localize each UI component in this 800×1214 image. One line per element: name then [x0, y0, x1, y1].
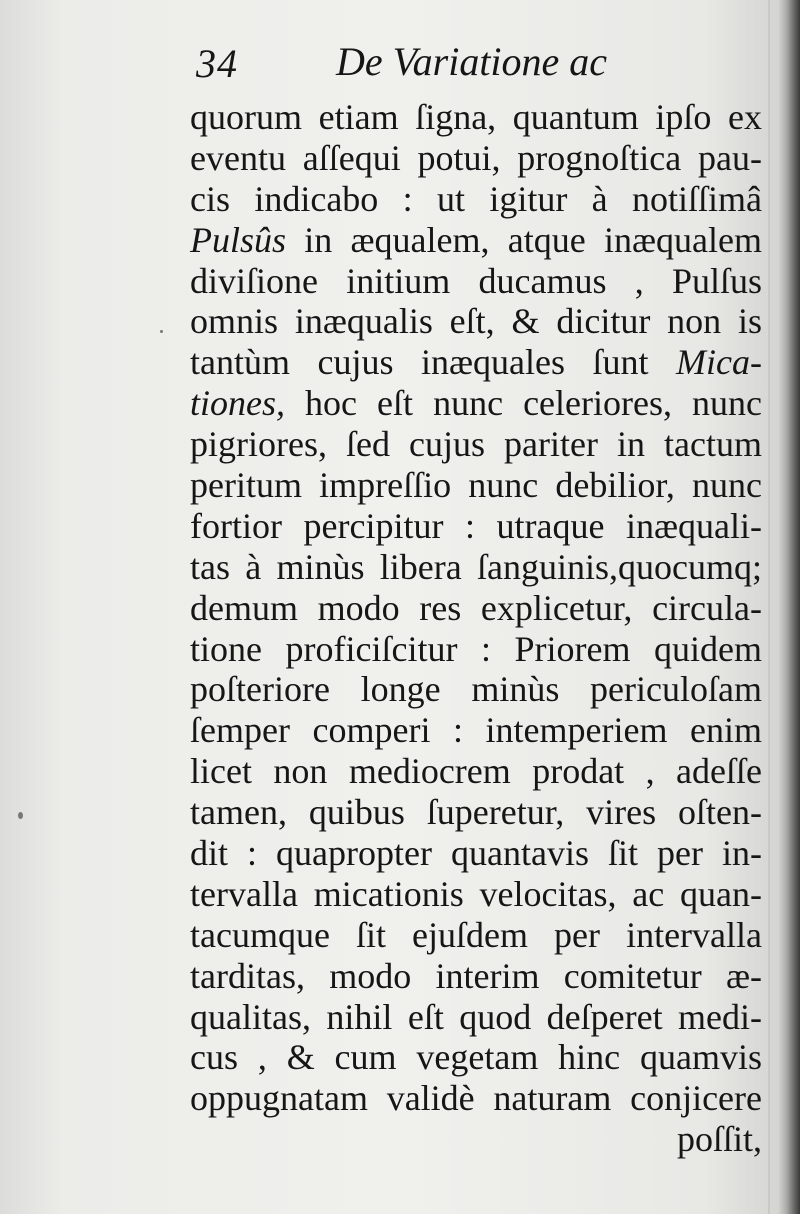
- text-line: [190, 138, 762, 179]
- text-line: [190, 710, 762, 751]
- catchword: poſſit,: [676, 1119, 762, 1160]
- text-span: tacumque ſit ejuſdem per intervalla: [190, 914, 762, 955]
- body-text: [190, 97, 762, 1160]
- text-span: diviſione initium ducamus , Pulſus: [190, 260, 762, 301]
- text-line: [190, 1078, 762, 1119]
- text-line: [190, 179, 762, 220]
- text-span: tantùm cujus inæquales ſunt: [190, 342, 677, 383]
- text-line: [190, 424, 762, 465]
- text-line: [190, 629, 762, 670]
- page-number: 34: [196, 41, 238, 86]
- text-line: [190, 669, 762, 710]
- text-line: [190, 833, 762, 874]
- text-span: ſemper comperi : intemperiem enim: [190, 710, 762, 751]
- text-line: [190, 220, 762, 261]
- text-line: [190, 956, 762, 997]
- text-line: [190, 751, 762, 792]
- page-header: [190, 32, 750, 92]
- text-line: [190, 97, 762, 138]
- text-span: quorum etiam ſigna, quantum ipſo ex: [190, 97, 762, 137]
- running-head: De Variatione ac: [336, 39, 608, 84]
- italic-text: Mica-: [676, 342, 762, 383]
- text-span: cis indicabo : ut igitur à notiſſimâ: [190, 178, 762, 219]
- text-span: tione proficiſcitur : Priorem quidem: [190, 628, 762, 669]
- text-line: [190, 301, 762, 342]
- text-span: poſteriore longe minùs periculoſam: [190, 669, 762, 710]
- text-line: [190, 465, 762, 506]
- text-span: pigriores, ſed cujus pariter in tactum: [190, 424, 762, 465]
- text-line: [190, 261, 762, 302]
- text-line: [190, 342, 762, 383]
- text-line: [190, 506, 762, 547]
- text-span: demum modo res explicetur, circula-: [190, 587, 762, 628]
- text-span: hoc eſt nunc celeriores, nunc: [285, 383, 762, 424]
- text-line: [190, 874, 762, 915]
- text-line: [190, 588, 762, 629]
- text-line: [190, 792, 762, 833]
- text-span: dit : quapropter quantavis ſit per in-: [190, 833, 762, 874]
- text-line: [190, 997, 762, 1038]
- page-fold-shadow: [768, 0, 770, 1214]
- paper-speck: [160, 330, 163, 333]
- text-span: tarditas, modo interim comitetur æ-: [190, 955, 762, 996]
- text-span: in æqualem, atque inæqualem: [286, 219, 762, 260]
- text-span: peritum impreſſio nunc debilior, nunc: [190, 465, 762, 506]
- text-line: [190, 1037, 762, 1078]
- text-span: licet non mediocrem prodat , adeſſe: [190, 751, 762, 792]
- italic-text: Pulsûs: [190, 219, 287, 260]
- text-line: [190, 915, 762, 956]
- text-span: tamen, quibus ſuperetur, vires oſten-: [190, 792, 762, 833]
- italic-text: tiones,: [190, 383, 285, 424]
- text-span: qualitas, nihil eſt quod deſperet medi-: [190, 996, 762, 1037]
- paper-speck: [18, 812, 23, 819]
- text-span: omnis inæqualis eſt, & dicitur non is: [190, 301, 762, 342]
- text-span: oppugnatam validè naturam conjicere: [190, 1078, 762, 1119]
- text-span: tas à minùs libera ſanguinis,quocumq;: [190, 546, 762, 587]
- text-span: cus , & cum vegetam hinc quamvis: [190, 1037, 762, 1078]
- binding-edge: [778, 0, 800, 1214]
- text-span: tervalla micationis velocitas, ac quan-: [190, 873, 762, 914]
- text-span: fortior percipitur : utraque inæquali-: [190, 505, 762, 546]
- text-line: [190, 383, 762, 424]
- text-span: eventu aſſequi potui, prognoſtica pau-: [190, 137, 762, 178]
- text-line: [190, 547, 762, 588]
